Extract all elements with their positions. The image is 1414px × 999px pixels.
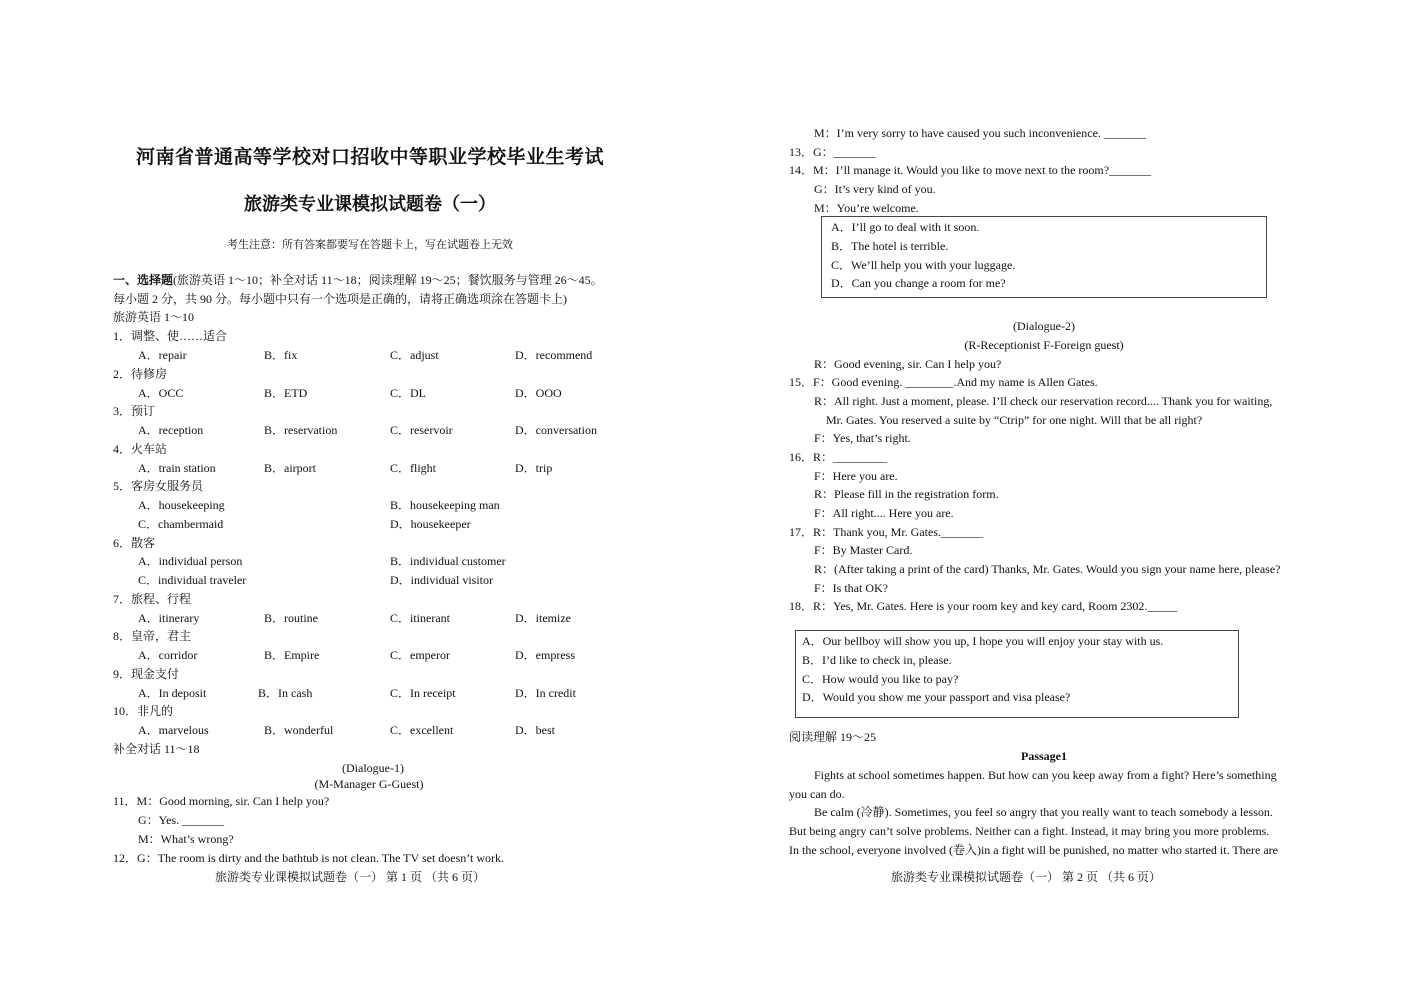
dialogue-line: Mr. Gates. You reserved a suite by “Ctrip” for one night. Will that be all right? xyxy=(826,413,1203,427)
dialogue-line: F：Yes, that’s right. xyxy=(814,431,911,445)
page-footer: 旅游类专业课模拟试题卷（一） 第 1 页 （共 6 页） xyxy=(215,870,486,884)
box-option: D．Would you show me your passport and visa please? xyxy=(802,690,1071,704)
option: B．wonderful xyxy=(264,723,334,737)
dialogue-line: 14．M：I’ll manage it. Would you like to move next to the room?_______ xyxy=(789,163,1152,177)
passage-line: But being angry can’t solve problems. Neither can a fight. Instead, it may bring you more problems. xyxy=(789,824,1270,838)
option: B．individual customer xyxy=(390,554,506,568)
option: D．In credit xyxy=(515,686,576,700)
option: A．corridor xyxy=(138,648,198,662)
option: A．OCC xyxy=(138,386,184,400)
dialogue-title: (Dialogue-1) xyxy=(342,761,404,775)
option: A．housekeeping xyxy=(138,498,225,512)
dialogue-line: M：You’re welcome. xyxy=(814,201,919,215)
box-option: C．How would you like to pay? xyxy=(802,672,959,686)
box-option: A．Our bellboy will show you up, I hope you will enjoy your stay with us. xyxy=(802,634,1164,648)
question-stem: 8．皇帝，君主 xyxy=(113,629,192,643)
box-option: C．We’ll help you with your luggage. xyxy=(831,258,1016,272)
section-rule: 每小题 2 分，共 90 分。每小题中只有一个选项是正确的，请将正确选项涂在答题卡上) xyxy=(113,292,567,306)
option: B．ETD xyxy=(264,386,308,400)
option: B．reservation xyxy=(264,423,338,437)
option: A．marvelous xyxy=(138,723,209,737)
option: A．itinerary xyxy=(138,611,200,625)
question-stem: 10．非凡的 xyxy=(113,704,174,718)
box-option: B．I’d like to check in, please. xyxy=(802,653,952,667)
box-option: A．I’ll go to deal with it soon. xyxy=(831,220,980,234)
section-intro: (旅游英语 1～10；补全对话 11～18；阅读理解 19～25；餐饮服务与管理 26～45。 xyxy=(173,273,603,287)
option: C．individual traveler xyxy=(138,573,247,587)
question-stem: 9．现金支付 xyxy=(113,667,180,681)
question-stem: 2．待修房 xyxy=(113,367,168,381)
option: D．empress xyxy=(515,648,575,662)
box-option: B．The hotel is terrible. xyxy=(831,239,949,253)
dialogue-roles: (M-Manager G-Guest) xyxy=(314,777,424,791)
dialogue-line: G：Yes. _______ xyxy=(138,813,225,827)
exam-title: 河南省普通高等学校对口招收中等职业学校毕业生考试 xyxy=(135,147,604,168)
option: A．individual person xyxy=(138,554,243,568)
option: B．routine xyxy=(264,611,318,625)
dialogue-line: 16．R：_________ xyxy=(789,450,888,464)
question-stem: 7．旅程、行程 xyxy=(113,592,192,606)
question-stem: 6．散客 xyxy=(113,536,156,550)
option: A．In deposit xyxy=(138,686,207,700)
dialogue-line: 18．R：Yes, Mr. Gates. Here is your room key and key card, Room 2302._____ xyxy=(789,599,1178,613)
option: C．adjust xyxy=(390,348,439,362)
page-footer: 旅游类专业课模拟试题卷（一） 第 2 页 （共 6 页） xyxy=(891,870,1162,884)
option: D．recommend xyxy=(515,348,593,362)
page-2 xyxy=(707,0,1414,999)
option: B．Empire xyxy=(264,648,320,662)
question-stem: 4．火车站 xyxy=(113,442,168,456)
box-option: D．Can you change a room for me? xyxy=(831,276,1006,290)
dialogue-title: (Dialogue-2) xyxy=(1013,319,1075,333)
section-heading-line xyxy=(113,271,603,289)
option: A．train station xyxy=(138,461,216,475)
dialogue-line: F：All right.... Here you are. xyxy=(814,506,954,520)
exam-subtitle: 旅游类专业课模拟试题卷（一） xyxy=(244,194,496,214)
passage-line: In the school, everyone involved (卷入)in a fight will be punished, no matter who started it. There are xyxy=(789,843,1278,857)
passage-line: you can do. xyxy=(789,787,845,801)
question-stem: 5．客房女服务员 xyxy=(113,479,204,493)
option: C．DL xyxy=(390,386,427,400)
dialogue-line: R：Good evening, sir. Can I help you? xyxy=(814,357,1002,371)
section-heading: 一、选择题 xyxy=(113,273,174,287)
dialogue-line: F：By Master Card. xyxy=(814,543,913,557)
option: C．itinerant xyxy=(390,611,450,625)
part-reading-heading: 阅读理解 19～25 xyxy=(789,730,877,744)
part-english-heading: 旅游英语 1～10 xyxy=(113,310,195,324)
dialogue-line: 12．G：The room is dirty and the bathtub is not clean. The TV set doesn’t work. xyxy=(113,851,505,865)
option: C．In receipt xyxy=(390,686,456,700)
dialogue-line: 15．F：Good evening. ________.And my name is Allen Gates. xyxy=(789,375,1098,389)
option: A．reception xyxy=(138,423,204,437)
dialogue-line: 17．R：Thank you, Mr. Gates._______ xyxy=(789,525,983,539)
option: D．OOO xyxy=(515,386,562,400)
option: B．fix xyxy=(264,348,298,362)
dialogue-line: 11．M：Good morning, sir. Can I help you? xyxy=(113,794,330,808)
dialogue-line: R：Please fill in the registration form. xyxy=(814,487,999,501)
option: C．emperor xyxy=(390,648,450,662)
option: C．reservoir xyxy=(390,423,453,437)
option: C．flight xyxy=(390,461,437,475)
passage-title: Passage1 xyxy=(1021,749,1067,763)
dialogue-line: R：All right. Just a moment, please. I’ll check our reservation record.... Thank you for waiting, xyxy=(814,394,1273,408)
dialogue-line: G：It’s very kind of you. xyxy=(814,182,936,196)
dialogue-roles: (R-Receptionist F-Foreign guest) xyxy=(964,338,1124,352)
option: D．housekeeper xyxy=(390,517,471,531)
part-dialogue-heading: 补全对话 11～18 xyxy=(113,742,200,756)
option: D．best xyxy=(515,723,555,737)
option: A．repair xyxy=(138,348,187,362)
option: D．trip xyxy=(515,461,553,475)
option: B．In cash xyxy=(258,686,313,700)
dialogue-line: F：Is that OK? xyxy=(814,581,888,595)
question-stem: 3．预订 xyxy=(113,404,156,418)
option: B．airport xyxy=(264,461,316,475)
option: C．excellent xyxy=(390,723,454,737)
dialogue-line: F：Here you are. xyxy=(814,469,898,483)
option: B．housekeeping man xyxy=(390,498,500,512)
option: D．itemize xyxy=(515,611,571,625)
option: D．individual visitor xyxy=(390,573,493,587)
option: C．chambermaid xyxy=(138,517,224,531)
dialogue-line: M：What’s wrong? xyxy=(138,832,234,846)
dialogue-line: 13．G：_______ xyxy=(789,145,876,159)
dialogue-line: R：(After taking a print of the card) Thanks, Mr. Gates. Would you sign your name here, please? xyxy=(814,562,1281,576)
passage-line: Fights at school sometimes happen. But how can you keep away from a fight? Here’s something xyxy=(814,768,1277,782)
question-stem: 1．调整、使……适合 xyxy=(113,329,228,343)
dialogue-line: M：I’m very sorry to have caused you such inconvenience. _______ xyxy=(814,126,1146,140)
exam-notice: 考生注意：所有答案都要写在答题卡上，写在试题卷上无效 xyxy=(227,238,513,251)
passage-line: Be calm (冷静). Sometimes, you feel so angry that you really want to teach somebody a lesson. xyxy=(814,805,1273,819)
option: D．conversation xyxy=(515,423,597,437)
